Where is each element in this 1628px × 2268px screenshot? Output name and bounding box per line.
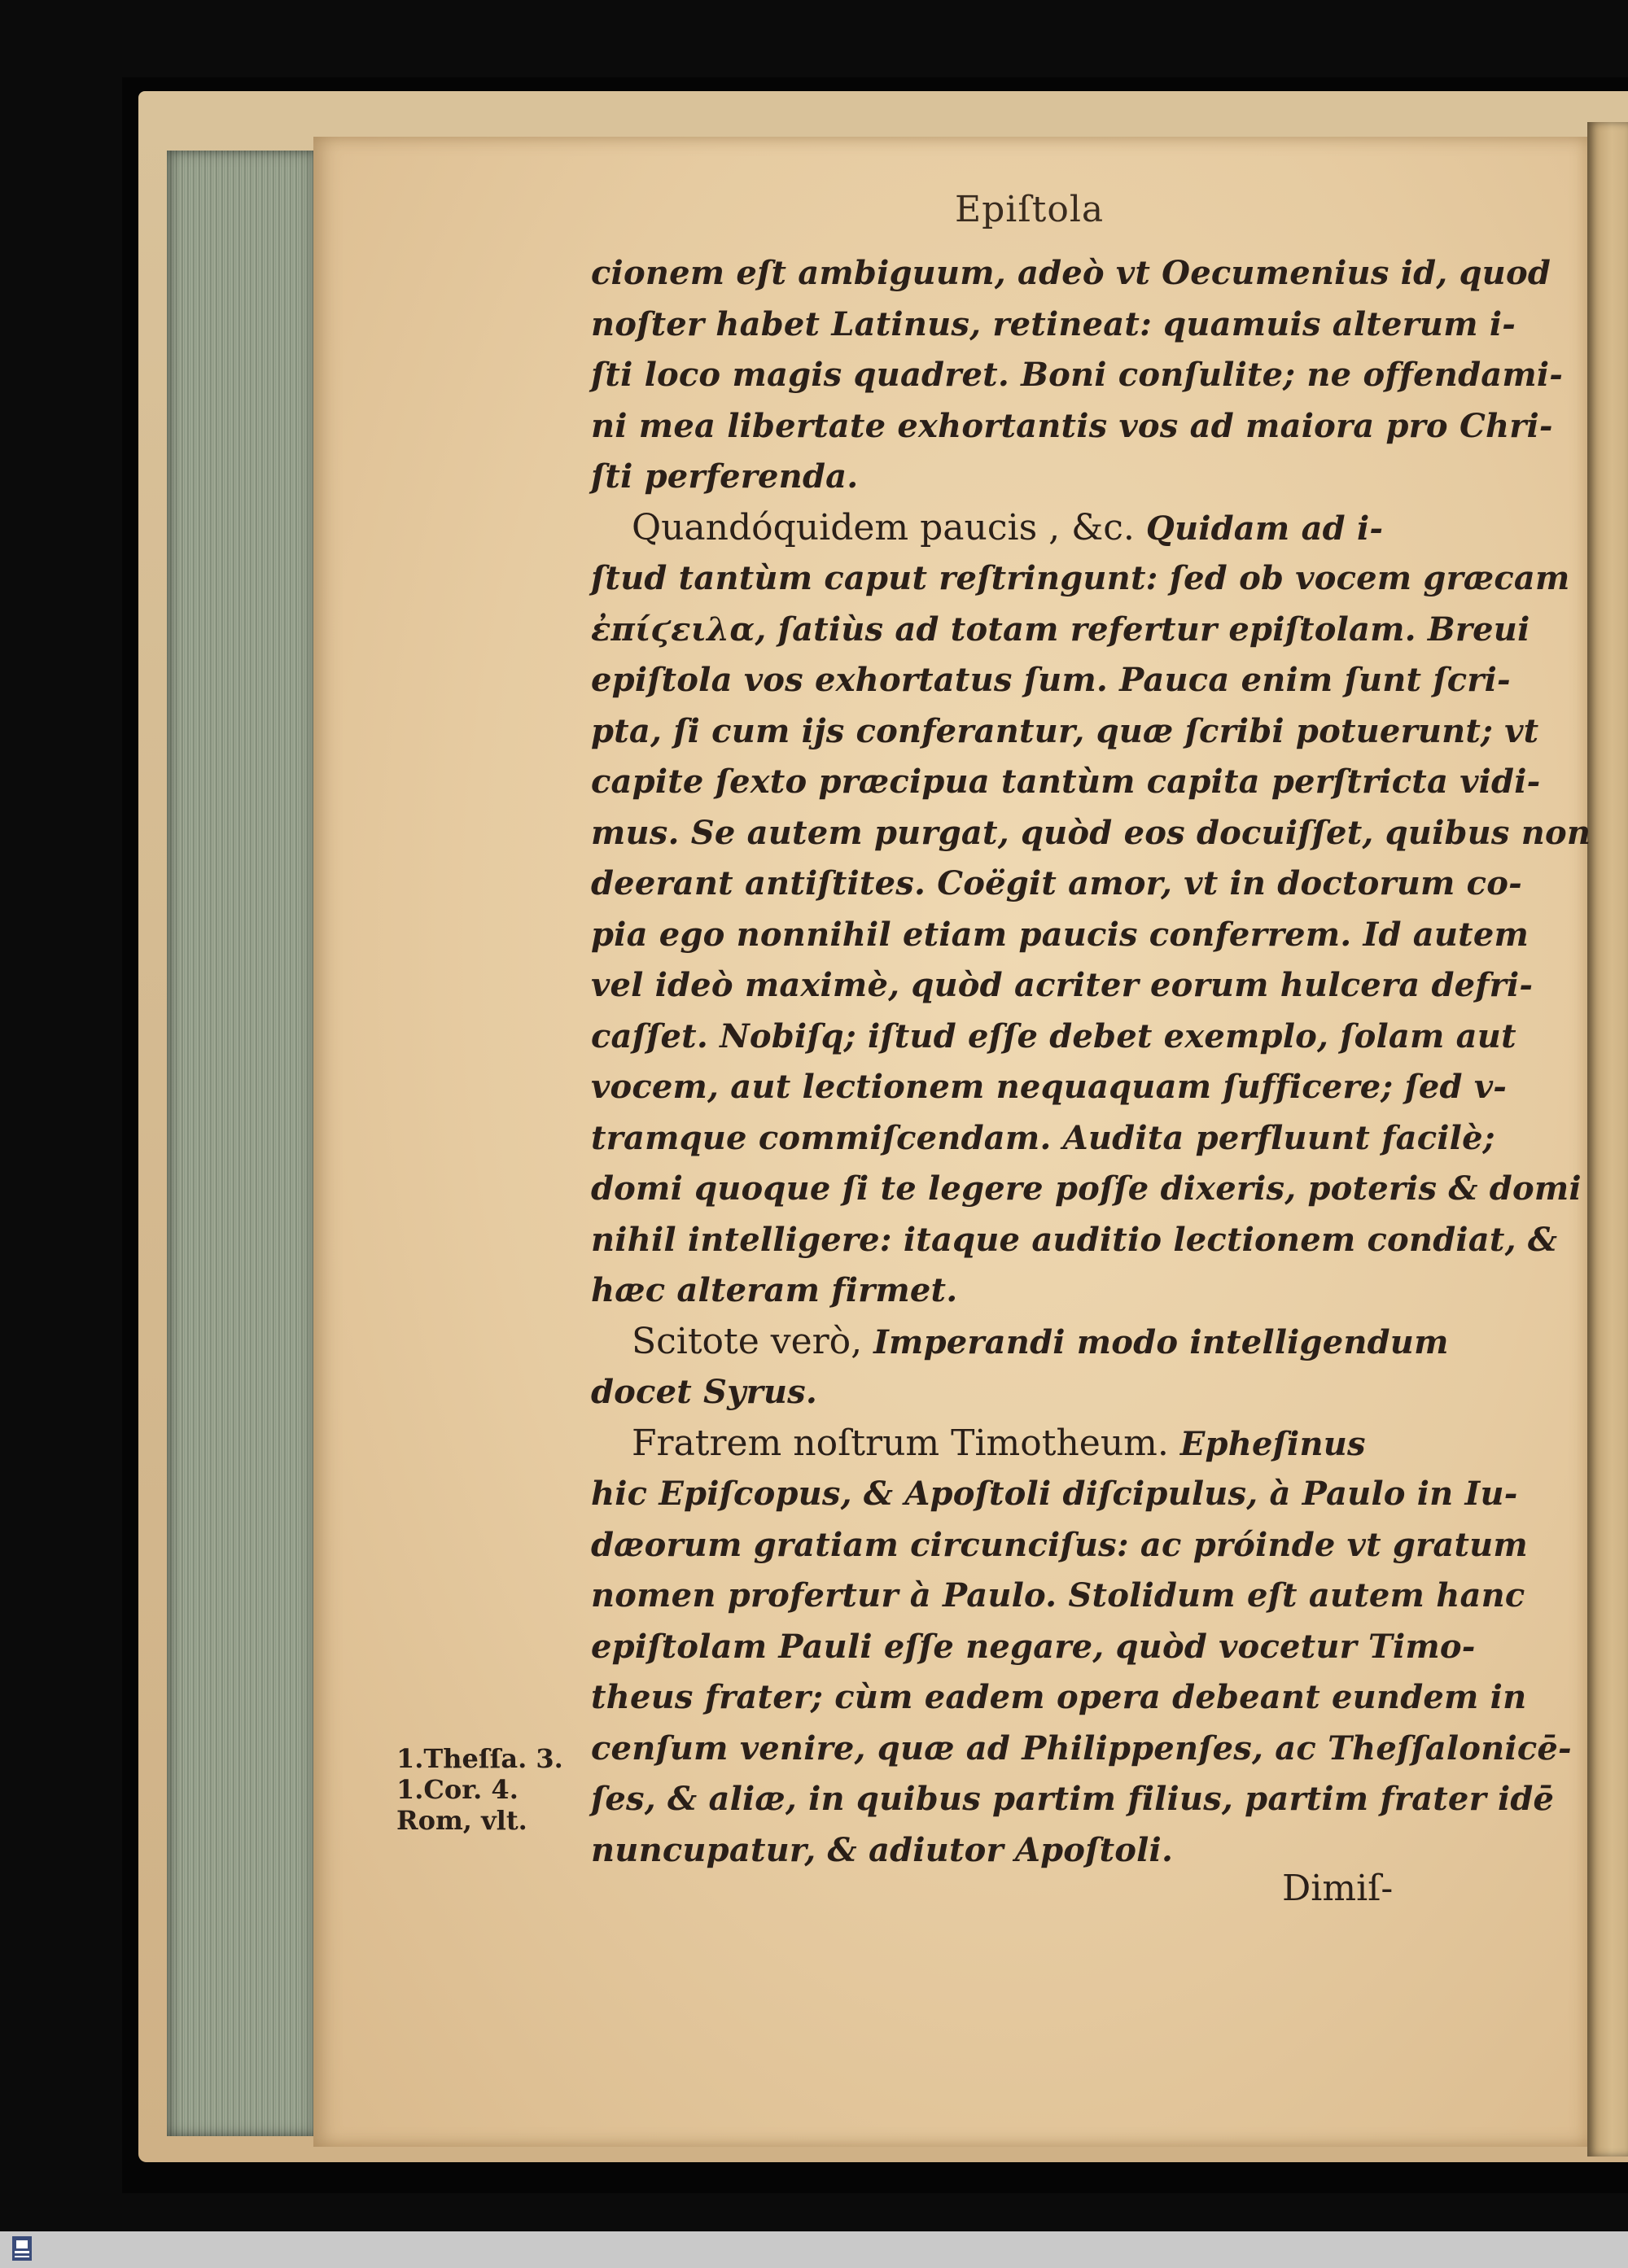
italic-text-segment: tramque commiſcendam. Audita perfluunt facilè; <box>591 1118 1495 1157</box>
italic-text-segment: deerant antiſtites. Coëgit amor, vt in doctorum co- <box>591 864 1522 902</box>
roman-text-segment: Quandóquidem paucis , &c. <box>632 506 1146 548</box>
text-line <box>591 1724 1572 1775</box>
italic-text-segment: nihil intelligere: itaque auditio lectionem condiat, & <box>591 1220 1558 1259</box>
italic-text-segment: vel ideò maximè, quòd acriter eorum hulcera defri- <box>591 966 1534 1004</box>
text-line <box>591 1062 1508 1113</box>
text-line <box>591 605 1530 656</box>
margin-note: Rom, vlt. <box>396 1805 527 1836</box>
text-line <box>591 1215 1558 1266</box>
italic-text-segment: domi quoque ſi te legere poſſe dixeris, poteris & domi <box>591 1169 1582 1208</box>
italic-text-segment: Epheſinus <box>1179 1424 1366 1463</box>
text-line <box>591 960 1534 1012</box>
text-line <box>591 1317 1449 1368</box>
italic-text-segment: theus frater; cùm eadem opera debeant eundem in <box>591 1678 1527 1716</box>
italic-text-segment: docet Syrus. <box>591 1373 817 1411</box>
body-text <box>591 248 1591 1876</box>
text-line <box>591 1012 1516 1063</box>
catchword: Dimiſ- <box>1282 1868 1394 1909</box>
italic-text-segment: dæorum gratiam circunciſus: ac próinde vt gratum <box>591 1525 1528 1564</box>
text-line <box>591 1265 1429 1317</box>
italic-text-segment: cenſum venire, quæ ad Philippenſes, ac Theſſalonicē- <box>591 1728 1572 1768</box>
italic-text-segment: epiſtola vos exhortatus ſum. Pauca enim ſunt ſcri- <box>591 661 1511 699</box>
text-line <box>591 299 1516 351</box>
text-line <box>591 910 1530 961</box>
facing-page-edge <box>1587 122 1628 2157</box>
text-line <box>591 1469 1518 1520</box>
italic-text-segment: ſtud tantùm caput reſtringunt: ſed ob vocem græcam <box>591 559 1570 597</box>
italic-text-segment: cionem eſt ambiguum, adeò vt Oecumenius id, quod <box>591 254 1551 292</box>
italic-text-segment: caſſet. Nobiſq; iſtud eſſe debet exemplo, ſolam aut <box>591 1016 1516 1055</box>
viewer-footer-bar <box>0 2231 1628 2268</box>
italic-text-segment: ἐπίϛειλα, ſatiùs ad totam refertur epiſtolam. Breui <box>591 610 1530 649</box>
margin-notes <box>396 1743 580 1836</box>
italic-text-segment: pta, ſi cum ijs conferantur, quæ ſcribi potuerunt; vt <box>591 711 1539 750</box>
roman-text-segment: Fratrem noſtrum Timotheum. <box>632 1422 1180 1464</box>
text-line <box>591 452 1429 503</box>
italic-text-segment: Imperandi modo intelligendum <box>873 1322 1449 1361</box>
italic-text-segment: pia ego nonnihil etiam paucis conferrem. Id autem <box>591 915 1530 954</box>
text-line <box>591 553 1570 605</box>
text-line <box>591 1164 1582 1215</box>
running-head: Epiſtola <box>955 189 1105 230</box>
text-line <box>591 248 1551 299</box>
italic-text-segment: ſes, & aliæ, in quibus partim filius, partim frater idē <box>591 1780 1555 1818</box>
italic-text-segment: capite ſexto præcipua tantùm capita perſtricta vidi- <box>591 763 1541 801</box>
text-line <box>591 1418 1429 1470</box>
text-line <box>591 1672 1527 1724</box>
text-line <box>591 859 1522 910</box>
text-line <box>591 350 1564 401</box>
text-line <box>591 1367 1429 1418</box>
italic-text-segment: vocem, aut lectionem nequaquam ſufficere; ſed v- <box>591 1068 1508 1106</box>
italic-text-segment: nuncupatur, & adiutor Apoſtoli. <box>591 1830 1174 1869</box>
text-line <box>591 655 1511 706</box>
text-line <box>591 757 1541 808</box>
text-line <box>591 503 1429 554</box>
margin-note: 1.Cor. 4. <box>396 1774 519 1805</box>
italic-text-segment: ſti loco magis quadret. Boni conſulite; ne offendami- <box>591 356 1564 394</box>
italic-text-segment: hæc alteram firmet. <box>591 1271 958 1309</box>
text-line <box>591 1774 1555 1825</box>
library-logo-icon <box>10 2235 34 2264</box>
italic-text-segment: mus. Se autem purgat, quòd eos docuiſſet, quibus non <box>591 813 1591 852</box>
text-line <box>591 401 1553 452</box>
italic-text-segment: noſter habet Latinus, retineat: quamuis alterum i- <box>591 304 1516 343</box>
margin-note: 1.Theſſa. 3. <box>396 1743 563 1774</box>
text-line <box>591 1520 1528 1571</box>
italic-text-segment: nomen profertur à Paulo. Stolidum eſt autem hanc <box>591 1576 1525 1615</box>
italic-text-segment: Quidam ad i- <box>1145 509 1384 548</box>
italic-text-segment: hic Epiſcopus, & Apoſtoli diſcipulus, à Paulo in Iu- <box>591 1475 1518 1513</box>
text-line <box>591 1113 1495 1165</box>
italic-text-segment: ſti perferenda. <box>591 457 859 496</box>
text-line <box>591 808 1591 859</box>
text-line <box>591 1571 1525 1622</box>
page-edges <box>167 151 326 2136</box>
text-line <box>591 1622 1476 1673</box>
italic-text-segment: ni mea libertate exhortantis vos ad maiora pro Chri- <box>591 406 1553 445</box>
roman-text-segment: Scitote verò, <box>632 1320 874 1362</box>
text-line <box>591 706 1539 758</box>
italic-text-segment: epiſtolam Pauli eſſe negare, quòd vocetur Timo- <box>591 1627 1476 1666</box>
